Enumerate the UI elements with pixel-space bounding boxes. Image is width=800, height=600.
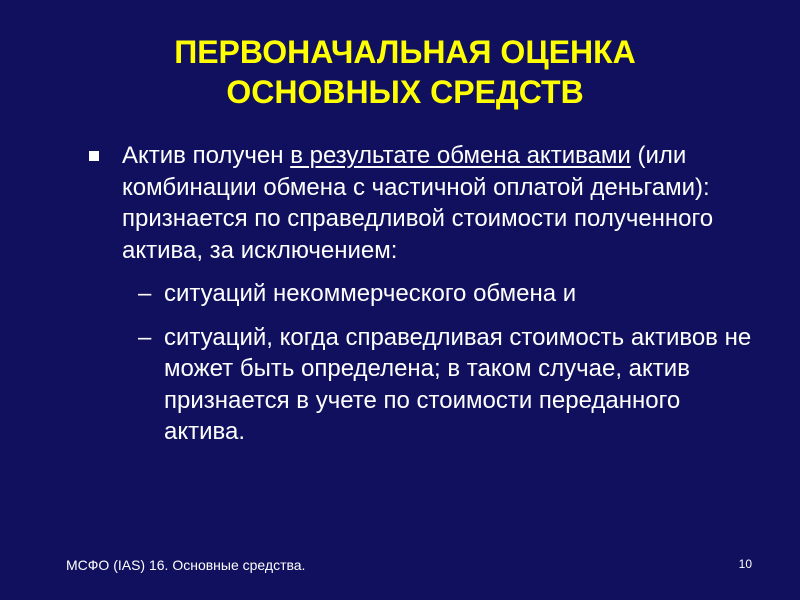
sub-item-1 [86,278,766,310]
square-bullet-icon [89,151,99,161]
bullet-text-underlined: в результате обмена активами [290,142,631,169]
footer-text: МСФО (IAS) 16. Основные средства. [66,557,306,573]
slide-body [86,140,766,460]
dash-icon: – [138,323,152,351]
title-line-1: ПЕРВОНАЧАЛЬНАЯ ОЦЕНКА [174,34,636,70]
dash-icon: – [138,280,152,307]
sub-item-2 [86,322,766,448]
slide-title [60,32,750,112]
bullet-item [86,140,766,266]
bullet-text-end: (или комбинации обмена с частичной оплатой деньгами): признается по справедливой стоимости полученного актива, за исключением: [122,142,714,264]
sub-item-text: ситуаций, когда справедливая стоимость активов не может быть определена; в таком случае, актив признается в учете по стоимости переданного актива. [164,323,752,445]
bullet-text-start: Актив получен [122,142,291,169]
title-line-2: ОСНОВНЫХ СРЕДСТВ [226,74,584,110]
sub-item-text: ситуаций некоммерческого обмена и [164,280,577,307]
page-number: 10 [738,557,752,571]
